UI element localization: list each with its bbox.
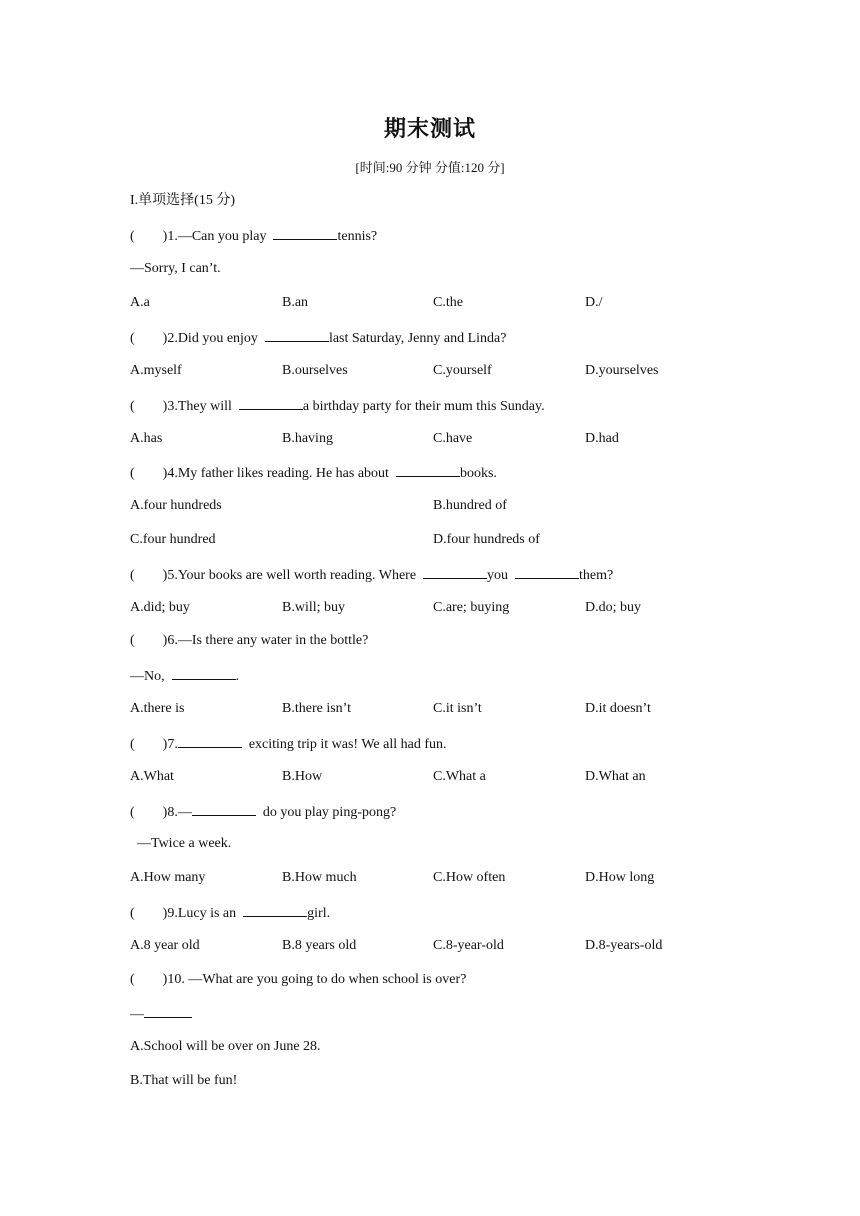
answer-blank [396,462,460,477]
q1-option-d: D./ [585,295,603,310]
q9-option-d: D.8-years-old [585,938,663,953]
question-10-reply: — [130,1003,192,1025]
q7-option-d: D.What an [585,769,646,784]
q8-option-a: A.How many [130,870,206,885]
question-6-reply: —No, . [130,665,239,687]
q5-option-b: B.will; buy [282,600,346,615]
exam-time-score: [时间:90 分钟 分值:120 分] [355,160,505,175]
q3-option-a: A.has [130,431,163,446]
q8-option-c: C.How often [433,870,506,885]
question-8: ( )8.— do you play ping-pong? [130,801,396,823]
q8-option-d: D.How long [585,870,655,885]
q4-option-a: A.four hundreds [130,498,222,513]
question-1: ( )1.—Can you play tennis? [130,225,377,247]
q9-option-c: C.8-year-old [433,938,504,953]
q5-option-c: C.are; buying [433,600,510,615]
q6-option-c: C.it isn’t [433,701,482,716]
q2-option-a: A.myself [130,363,182,378]
q7-option-a: A.What [130,769,174,784]
q6-option-d: D.it doesn’t [585,701,651,716]
answer-blank [265,327,329,342]
question-7: ( )7. exciting trip it was! We all had fun. [130,733,447,755]
answer-blank [178,733,242,748]
answer-blank [144,1003,192,1018]
q6-option-a: A.there is [130,701,185,716]
section-heading: I.单项选择(15 分) [130,193,235,208]
question-1-reply: —Sorry, I can’t. [130,261,221,276]
q3-option-b: B.having [282,431,333,446]
q4-option-d: D.four hundreds of [433,532,540,547]
question-4: ( )4.My father likes reading. He has about books. [130,462,497,484]
answer-blank [243,902,307,917]
q5-option-d: D.do; buy [585,600,641,615]
page-title: 期末测试 [383,117,476,142]
q4-option-c: C.four hundred [130,532,216,547]
q4-option-b: B.hundred of [433,498,507,513]
answer-blank [172,665,236,680]
answer-blank [515,564,579,579]
answer-blank [192,801,256,816]
q9-option-a: A.8 year old [130,938,200,953]
q3-option-d: D.had [585,431,619,446]
question-3: ( )3.They will a birthday party for their mum this Sunday. [130,395,545,417]
q1-option-a: A.a [130,295,150,310]
q5-option-a: A.did; buy [130,600,190,615]
answer-blank [239,395,303,410]
question-9: ( )9.Lucy is an girl. [130,902,330,924]
q1-option-b: B.an [282,295,309,310]
q10-option-b: B.That will be fun! [130,1073,238,1088]
question-6: ( )6.—Is there any water in the bottle? [130,633,369,648]
q9-option-b: B.8 years old [282,938,357,953]
question-2: ( )2.Did you enjoy last Saturday, Jenny and Linda? [130,327,506,349]
question-5: ( )5.Your books are well worth reading. Where you them? [130,564,613,586]
q7-option-b: B.How [282,769,323,784]
q1-option-c: C.the [433,295,463,310]
answer-blank [273,225,337,240]
question-10: ( )10. —What are you going to do when school is over? [130,972,467,987]
q8-option-b: B.How much [282,870,357,885]
question-8-reply: —Twice a week. [130,836,232,851]
q6-option-b: B.there isn’t [282,701,351,716]
q7-option-c: C.What a [433,769,486,784]
q2-option-d: D.yourselves [585,363,659,378]
q2-option-c: C.yourself [433,363,492,378]
q10-option-a: A.School will be over on June 28. [130,1039,321,1054]
q3-option-c: C.have [433,431,473,446]
q2-option-b: B.ourselves [282,363,348,378]
answer-blank [423,564,487,579]
